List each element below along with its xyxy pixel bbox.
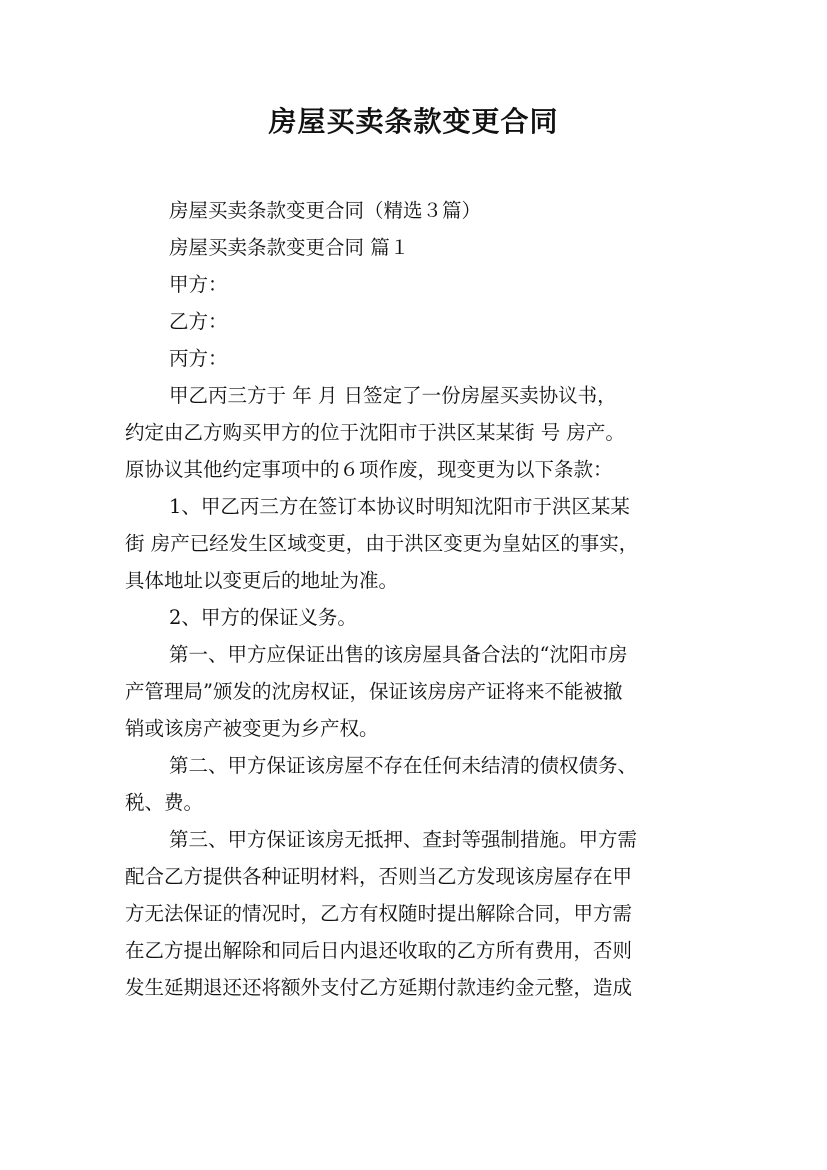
paragraph-line: 第三、甲方保证该房无抵押、查封等强制措施。甲方需	[169, 828, 638, 851]
party-c-line: 丙方：	[169, 347, 228, 370]
paragraph-line: 第二、甲方保证该房屋不存在任何未结清的债权债务、	[169, 754, 638, 777]
paragraph-line: 具体地址以变更后的地址为准。	[125, 569, 399, 592]
paragraph-line: 税、费。	[125, 791, 204, 814]
subtitle-line: 房屋买卖条款变更合同（精选３篇）	[169, 199, 482, 222]
paragraph-line: 原协议其他约定事项中的６项作废，现变更为以下条款：	[125, 458, 613, 481]
paragraph-line: 配合乙方提供各种证明材料，否则当乙方发现该房屋存在甲	[125, 865, 633, 888]
document-body	[125, 192, 715, 1006]
document-title: 房屋买卖条款变更合同	[268, 105, 559, 138]
paragraph-line: 方无法保证的情况时，乙方有权随时提出解除合同，甲方需	[125, 902, 633, 925]
paragraph-line: 约定由乙方购买甲方的位于沈阳市于洪区某某街 号 房产。	[125, 421, 625, 444]
paragraph-line: 甲乙丙三方于 年 月 日签定了一份房屋买卖协议书，	[169, 384, 617, 407]
paragraph-line: 在乙方提出解除和同后日内退还收取的乙方所有费用，否则	[125, 939, 633, 962]
paragraph-line: 街 房产已经发生区域变更，由于洪区变更为皇姑区的事实，	[125, 532, 639, 555]
paragraph-line: 2、甲方的保证义务。	[169, 606, 357, 629]
section-heading: 房屋买卖条款变更合同 篇１	[169, 236, 410, 259]
party-b-line: 乙方：	[169, 310, 228, 333]
party-a-line: 甲方：	[169, 273, 228, 296]
paragraph-line: 产管理局”颁发的沈房权证，保证该房房产证将来不能被撤	[125, 680, 623, 703]
paragraph-line: 销或该房产被变更为乡产权。	[125, 717, 379, 740]
paragraph-line: 1、甲乙丙三方在签订本协议时明知沈阳市于洪区某某	[169, 495, 630, 518]
paragraph-line: 第一、甲方应保证出售的该房屋具备合法的“沈阳市房	[169, 643, 628, 666]
paragraph-line: 发生延期退还还将额外支付乙方延期付款违约金元整，造成	[125, 976, 633, 999]
